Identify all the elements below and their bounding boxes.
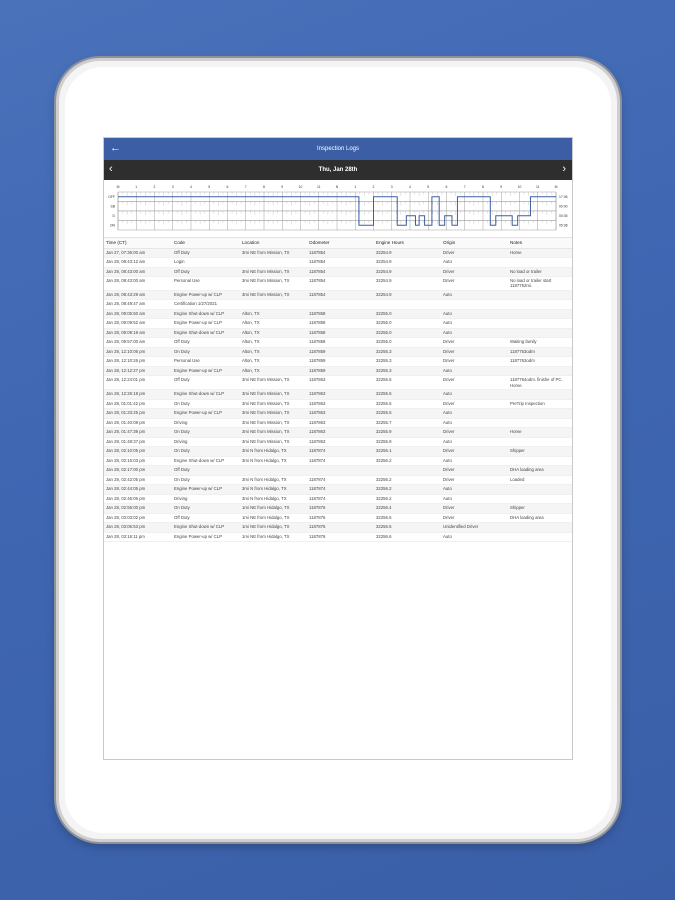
table-cell: 3mi NE from Mission, TX: [240, 290, 307, 300]
graph-hour-label: 6: [445, 185, 448, 189]
table-cell: Engine Power-up w/ CLP: [172, 290, 240, 300]
current-date: Thu, Jan 28th: [318, 167, 358, 173]
table-cell: DHA loading area: [508, 513, 573, 523]
table-cell: Jan 28, 02:44:05 pm: [104, 485, 172, 495]
table-cell: 1mi NE from Hidalgo, TX: [240, 504, 307, 514]
table-cell: [508, 300, 573, 310]
table-cell: [240, 258, 307, 268]
table-row[interactable]: [104, 357, 573, 367]
table-cell: 3mi N from Hidalgo, TX: [240, 456, 307, 466]
table-row[interactable]: [104, 428, 573, 438]
table-cell: 1187854: [307, 290, 374, 300]
column-header: Location: [240, 238, 307, 248]
table-cell: Auto: [441, 390, 508, 400]
table-cell: Jan 28, 02:17:00 pm: [104, 466, 172, 476]
table-cell: [508, 366, 573, 376]
table-cell: Engine Shut-down w/ CLP: [172, 456, 240, 466]
table-cell: [508, 409, 573, 419]
graph-row-total: 05:38: [559, 223, 568, 228]
table-cell: Engine Power-up w/ CLP: [172, 319, 240, 329]
table-cell: 1187863: [307, 428, 374, 438]
graph-hour-label: 2: [153, 185, 156, 189]
table-cell: 1187874: [307, 447, 374, 457]
table-cell: 32254.9: [374, 277, 441, 291]
table-cell: [508, 437, 573, 447]
table-cell: Engine Shut-down w/ CLP: [172, 523, 240, 533]
table-cell: Driving: [172, 494, 240, 504]
table-cell: Jan 28, 12:26:18 pm: [104, 390, 172, 400]
table-cell: 1187854: [307, 277, 374, 291]
table-body: [104, 248, 573, 542]
column-header: Code: [172, 238, 240, 248]
table-cell: 3mi NE from Mission, TX: [240, 418, 307, 428]
table-cell: 32256.5: [374, 523, 441, 533]
table-cell: Jan 28, 02:10:05 pm: [104, 447, 172, 457]
table-cell: Unidentified Driver: [441, 523, 508, 533]
table-cell: Engine Power-up w/ CLP: [172, 366, 240, 376]
table-cell: Alton, TX: [240, 338, 307, 348]
table-row[interactable]: [104, 366, 573, 376]
column-header: Engine Hours: [374, 238, 441, 248]
table-cell: [508, 418, 573, 428]
table-cell: Driver: [441, 475, 508, 485]
table-cell: 32255.0: [374, 309, 441, 319]
graph-hour-label: M: [116, 185, 120, 189]
table-row[interactable]: [104, 418, 573, 428]
table-cell: Auto: [441, 532, 508, 542]
table-cell: Jan 28, 01:40:08 pm: [104, 418, 172, 428]
table-row[interactable]: [104, 290, 573, 300]
table-cell: [240, 300, 307, 310]
table-cell: 32255.5: [374, 376, 441, 390]
table-cell: 32255.0: [374, 328, 441, 338]
table-cell: [508, 390, 573, 400]
table-cell: Jan 28, 02:46:06 pm: [104, 494, 172, 504]
table-cell: 1187763odm: [508, 357, 573, 367]
table-cell: DHA loading area: [508, 466, 573, 476]
table-row[interactable]: [104, 513, 573, 523]
table-cell: 32255.7: [374, 418, 441, 428]
table-cell: Auto: [441, 418, 508, 428]
table-row[interactable]: [104, 447, 573, 457]
table-cell: Shipper: [508, 447, 573, 457]
table-cell: Off Duty: [172, 466, 240, 476]
graph-hour-label: 11: [316, 185, 321, 189]
graph-hour-label: 8: [263, 185, 265, 189]
table-cell: 1187854: [307, 248, 374, 258]
table-cell: Off Duty: [172, 338, 240, 348]
table-cell: Driver: [441, 357, 508, 367]
column-header: Odometer: [307, 238, 374, 248]
table-cell: 32256.5: [374, 513, 441, 523]
table-cell: Engine Power-up w/ CLP: [172, 532, 240, 542]
column-header: Notes: [508, 238, 573, 248]
table-cell: [508, 319, 573, 329]
table-cell: 32256.2: [374, 485, 441, 495]
table-cell: 1187858: [307, 328, 374, 338]
table-row[interactable]: [104, 309, 573, 319]
table-cell: Jan 28, 01:47:39 pm: [104, 428, 172, 438]
table-cell: 1187859: [307, 357, 374, 367]
table-cell: Jan 28, 08:49:47 am: [104, 300, 172, 310]
table-cell: [508, 456, 573, 466]
table-cell: 1187858: [307, 338, 374, 348]
graph-hour-label: 9: [281, 185, 284, 189]
table-cell: 1187863: [307, 418, 374, 428]
table-cell: [508, 290, 573, 300]
table-cell: [441, 300, 508, 310]
table-cell: Jan 28, 03:03:02 pm: [104, 513, 172, 523]
table-cell: 32256.4: [374, 504, 441, 514]
table-cell: No load or trailer start 1187752mi.: [508, 277, 573, 291]
table-cell: [374, 466, 441, 476]
table-row[interactable]: [104, 347, 573, 357]
table-cell: 32254.9: [374, 248, 441, 258]
table-cell: Auto: [441, 328, 508, 338]
table-cell: 1187863: [307, 376, 374, 390]
table-cell: 32255.3: [374, 357, 441, 367]
table-cell: 32255.5: [374, 390, 441, 400]
table-cell: [508, 494, 573, 504]
table-cell: 32255.9: [374, 437, 441, 447]
column-header: Time (CT): [104, 238, 172, 248]
table-cell: Jan 28, 01:01:42 pm: [104, 399, 172, 409]
table-cell: On Duty: [172, 399, 240, 409]
graph-hour-label: 9: [500, 185, 503, 189]
table-cell: 3mi NE from Mission, TX: [240, 437, 307, 447]
table-row[interactable]: [104, 376, 573, 390]
table-cell: Driver: [441, 428, 508, 438]
table-cell: 3mi NE from Mission, TX: [240, 248, 307, 258]
graph-hour-label: 1: [354, 185, 357, 189]
table-cell: [508, 309, 573, 319]
table-cell: On Duty: [172, 347, 240, 357]
table-row[interactable]: [104, 300, 573, 310]
table-row[interactable]: [104, 248, 573, 258]
graph-row-label: SB: [110, 204, 115, 209]
table-cell: Jan 28, 02:42:05 pm: [104, 475, 172, 485]
table-cell: On Duty: [172, 428, 240, 438]
table-cell: Jan 28, 09:09:19 am: [104, 328, 172, 338]
table-cell: 1187876: [307, 532, 374, 542]
graph-hour-label: 7: [463, 185, 466, 189]
graph-row-label: D: [112, 214, 115, 218]
table-cell: Driver: [441, 277, 508, 291]
table-cell: 1187863: [307, 437, 374, 447]
table-cell: 32256.2: [374, 456, 441, 466]
table-row[interactable]: [104, 409, 573, 419]
graph-hour-label: 11: [535, 185, 540, 189]
table-cell: 1187763odm: [508, 347, 573, 357]
table-cell: 3mi NE from Mission, TX: [240, 376, 307, 390]
table-cell: Auto: [441, 319, 508, 329]
table-row[interactable]: [104, 319, 573, 329]
table-row[interactable]: [104, 475, 573, 485]
table-cell: [307, 466, 374, 476]
table-cell: Jan 28, 02:55:00 pm: [104, 504, 172, 514]
graph-hour-label: 5: [427, 185, 430, 189]
table-cell: On Duty: [172, 475, 240, 485]
table-cell: Engine Power-up w/ CLP: [172, 485, 240, 495]
table-cell: PreTrip Inspection: [508, 399, 573, 409]
table-cell: 1187863: [307, 390, 374, 400]
table-cell: 32255.0: [374, 319, 441, 329]
table-cell: Driving: [172, 437, 240, 447]
table-cell: Jan 28, 08:43:12 am: [104, 258, 172, 268]
table-cell: Auto: [441, 437, 508, 447]
graph-row-total: 17:36: [559, 195, 568, 199]
table-cell: Jan 28, 12:10:06 pm: [104, 347, 172, 357]
table-cell: 1187854: [307, 258, 374, 268]
table-row[interactable]: [104, 437, 573, 447]
chevron-right-icon[interactable]: ›: [562, 163, 566, 175]
table-cell: Alton, TX: [240, 309, 307, 319]
table-cell: 1187874: [307, 494, 374, 504]
graph-row-label: OFF: [108, 195, 115, 199]
table-cell: 1187876: [307, 523, 374, 533]
graph-hour-label: 4: [409, 185, 411, 189]
table-cell: Home: [508, 428, 573, 438]
table-cell: Driver: [441, 338, 508, 348]
table-cell: On Duty: [172, 447, 240, 457]
table-cell: Jan 27, 07:36:00 am: [104, 248, 172, 258]
table-row[interactable]: [104, 399, 573, 409]
page-title: Inspection Logs: [316, 146, 360, 152]
table-cell: Jan 28, 02:15:03 pm: [104, 456, 172, 466]
table-cell: [508, 532, 573, 542]
table-cell: Engine Power-up w/ CLP: [172, 409, 240, 419]
table-cell: 1187859: [307, 347, 374, 357]
table-cell: Jan 28, 01:33:25 pm: [104, 409, 172, 419]
table-cell: Alton, TX: [240, 319, 307, 329]
table-cell: 32255.3: [374, 366, 441, 376]
table-cell: Driver: [441, 504, 508, 514]
graph-row-total: 00:00: [559, 204, 568, 209]
chevron-left-icon[interactable]: ‹: [109, 163, 113, 175]
table-cell: Driver: [441, 466, 508, 476]
date-navigation: [104, 160, 572, 180]
table-row[interactable]: [104, 267, 573, 277]
table-cell: 1187859: [307, 366, 374, 376]
table-cell: Home: [508, 248, 573, 258]
table-cell: Driver: [441, 376, 508, 390]
table-cell: 1187874: [307, 485, 374, 495]
table-cell: Off Duty: [172, 267, 240, 277]
table-cell: Jan 28, 12:24:01 pm: [104, 376, 172, 390]
table-cell: Auto: [441, 258, 508, 268]
table-cell: Alton, TX: [240, 347, 307, 357]
table-cell: Auto: [441, 309, 508, 319]
table-cell: 1187764odm. finishe of PC. Home.: [508, 376, 573, 390]
table-row[interactable]: [104, 390, 573, 400]
table-cell: Driver: [441, 399, 508, 409]
table-cell: 1mi NE from Hidalgo, TX: [240, 523, 307, 533]
table-cell: 1187876: [307, 513, 374, 523]
table-row[interactable]: [104, 258, 573, 268]
table-cell: Jan 28, 01:48:37 pm: [104, 437, 172, 447]
table-cell: Auto: [441, 409, 508, 419]
table-row[interactable]: [104, 532, 573, 542]
graph-hour-label: 7: [244, 185, 247, 189]
table-cell: Jan 28, 12:12:27 pm: [104, 366, 172, 376]
graph-hour-label: 3: [171, 185, 174, 189]
arrow-left-icon[interactable]: ←: [110, 142, 121, 154]
table-cell: 3mi NE from Mission, TX: [240, 409, 307, 419]
table-cell: 1187858: [307, 319, 374, 329]
table-cell: Engine Shut-down w/ CLP: [172, 390, 240, 400]
table-cell: Waiting family: [508, 338, 573, 348]
table-cell: Off Duty: [172, 376, 240, 390]
graph-row-label: ON: [109, 223, 115, 228]
table-cell: Jan 28, 08:43:29 am: [104, 290, 172, 300]
table-cell: 1187863: [307, 399, 374, 409]
table-cell: 32255.0: [374, 338, 441, 348]
table-cell: 1mi NE from Hidalgo, TX: [240, 513, 307, 523]
table-cell: Auto: [441, 494, 508, 504]
table-cell: Off Duty: [172, 513, 240, 523]
app-screen: [103, 137, 573, 760]
table-cell: 1mi NE from Hidalgo, TX: [240, 532, 307, 542]
table-cell: Jan 28, 08:43:00 am: [104, 277, 172, 291]
table-cell: 3mi NE from Mission, TX: [240, 267, 307, 277]
table-cell: [508, 328, 573, 338]
table-cell: 3mi NE from Mission, TX: [240, 399, 307, 409]
table-cell: 1187876: [307, 504, 374, 514]
table-cell: Auto: [441, 290, 508, 300]
table-cell: No load or trailer: [508, 267, 573, 277]
graph-hour-label: 10: [517, 185, 522, 189]
table-cell: 1187863: [307, 409, 374, 419]
table-cell: Driver: [441, 447, 508, 457]
table-cell: Driving: [172, 418, 240, 428]
table-header-row: [104, 238, 573, 248]
table-cell: Auto: [441, 456, 508, 466]
table-cell: Alton, TX: [240, 328, 307, 338]
graph-hour-label: 3: [390, 185, 393, 189]
table-cell: Jan 28, 08:43:00 am: [104, 267, 172, 277]
table-row[interactable]: [104, 328, 573, 338]
table-cell: 32254.9: [374, 258, 441, 268]
table-cell: 32255.9: [374, 428, 441, 438]
table-cell: 3mi N from Hidalgo, TX: [240, 494, 307, 504]
table-cell: Jan 28, 12:10:26 pm: [104, 357, 172, 367]
graph-hour-label: 1: [135, 185, 138, 189]
graph-hour-label: 4: [190, 185, 192, 189]
table-cell: 1187854: [307, 267, 374, 277]
table-cell: 32254.9: [374, 267, 441, 277]
duty-graph-svg: [104, 180, 573, 238]
table-cell: 32256.6: [374, 532, 441, 542]
table-cell: 1187858: [307, 309, 374, 319]
table-cell: 3mi NE from Mission, TX: [240, 390, 307, 400]
table-cell: 32255.5: [374, 409, 441, 419]
table-cell: 32255.5: [374, 399, 441, 409]
table-cell: 3mi NE from Mission, TX: [240, 277, 307, 291]
table-cell: [508, 485, 573, 495]
table-cell: Engine Shut-down w/ CLP: [172, 328, 240, 338]
table-cell: 3mi NE from Mission, TX: [240, 428, 307, 438]
table-row[interactable]: [104, 485, 573, 495]
table-row[interactable]: [104, 523, 573, 533]
table-cell: [307, 300, 374, 310]
table-cell: Driver: [441, 513, 508, 523]
table-row[interactable]: [104, 277, 573, 291]
table-cell: Certification 1/27/2021: [172, 300, 240, 310]
table-row[interactable]: [104, 494, 573, 504]
table-cell: Driver: [441, 248, 508, 258]
graph-hour-label: 2: [372, 185, 375, 189]
table-cell: 32256.2: [374, 494, 441, 504]
table-cell: 32254.9: [374, 290, 441, 300]
graph-hour-label: 10: [298, 185, 303, 189]
graph-hour-label: 8: [482, 185, 484, 189]
graph-hour-label: M: [554, 185, 558, 189]
graph-hour-label: 5: [208, 185, 211, 189]
table-cell: Loaded: [508, 475, 573, 485]
table-cell: On Duty: [172, 504, 240, 514]
table-row[interactable]: [104, 456, 573, 466]
table-cell: [240, 466, 307, 476]
table-cell: 1187874: [307, 456, 374, 466]
table-cell: Jan 28, 09:57:00 am: [104, 338, 172, 348]
table-row[interactable]: [104, 466, 573, 476]
table-cell: Jan 28, 09:05:50 am: [104, 309, 172, 319]
table-cell: Alton, TX: [240, 357, 307, 367]
table-cell: Auto: [441, 485, 508, 495]
table-cell: 32255.3: [374, 347, 441, 357]
graph-row-total: 00:35: [559, 214, 568, 218]
table-cell: Jan 28, 03:06:53 pm: [104, 523, 172, 533]
table-cell: 32256.1: [374, 447, 441, 457]
graph-hour-label: N: [335, 185, 339, 189]
table-cell: [508, 258, 573, 268]
app-header: [104, 138, 572, 160]
duty-status-graph: [104, 180, 572, 238]
table-cell: 3mi N from Hidalgo, TX: [240, 447, 307, 457]
table-row[interactable]: [104, 338, 573, 348]
table-cell: Jan 28, 03:16:11 pm: [104, 532, 172, 542]
table-row[interactable]: [104, 504, 573, 514]
table-cell: 1187874: [307, 475, 374, 485]
table-cell: Login: [172, 258, 240, 268]
graph-hour-label: 6: [226, 185, 229, 189]
log-table: [104, 238, 573, 542]
table-cell: Personal Use: [172, 277, 240, 291]
table-cell: 3mi N from Hidalgo, TX: [240, 475, 307, 485]
table-cell: Auto: [441, 366, 508, 376]
table-cell: Driver: [441, 267, 508, 277]
table-cell: Engine Shut-down w/ CLP: [172, 309, 240, 319]
table-cell: Off Duty: [172, 248, 240, 258]
column-header: Origin: [441, 238, 508, 248]
table-cell: [508, 523, 573, 533]
table-cell: Driver: [441, 347, 508, 357]
table-cell: [374, 300, 441, 310]
table-cell: 3mi N from Hidalgo, TX: [240, 485, 307, 495]
table-cell: Alton, TX: [240, 366, 307, 376]
table-cell: Shipper: [508, 504, 573, 514]
table-cell: Personal Use: [172, 357, 240, 367]
table-cell: 32256.2: [374, 475, 441, 485]
table-cell: Jan 28, 09:09:52 am: [104, 319, 172, 329]
